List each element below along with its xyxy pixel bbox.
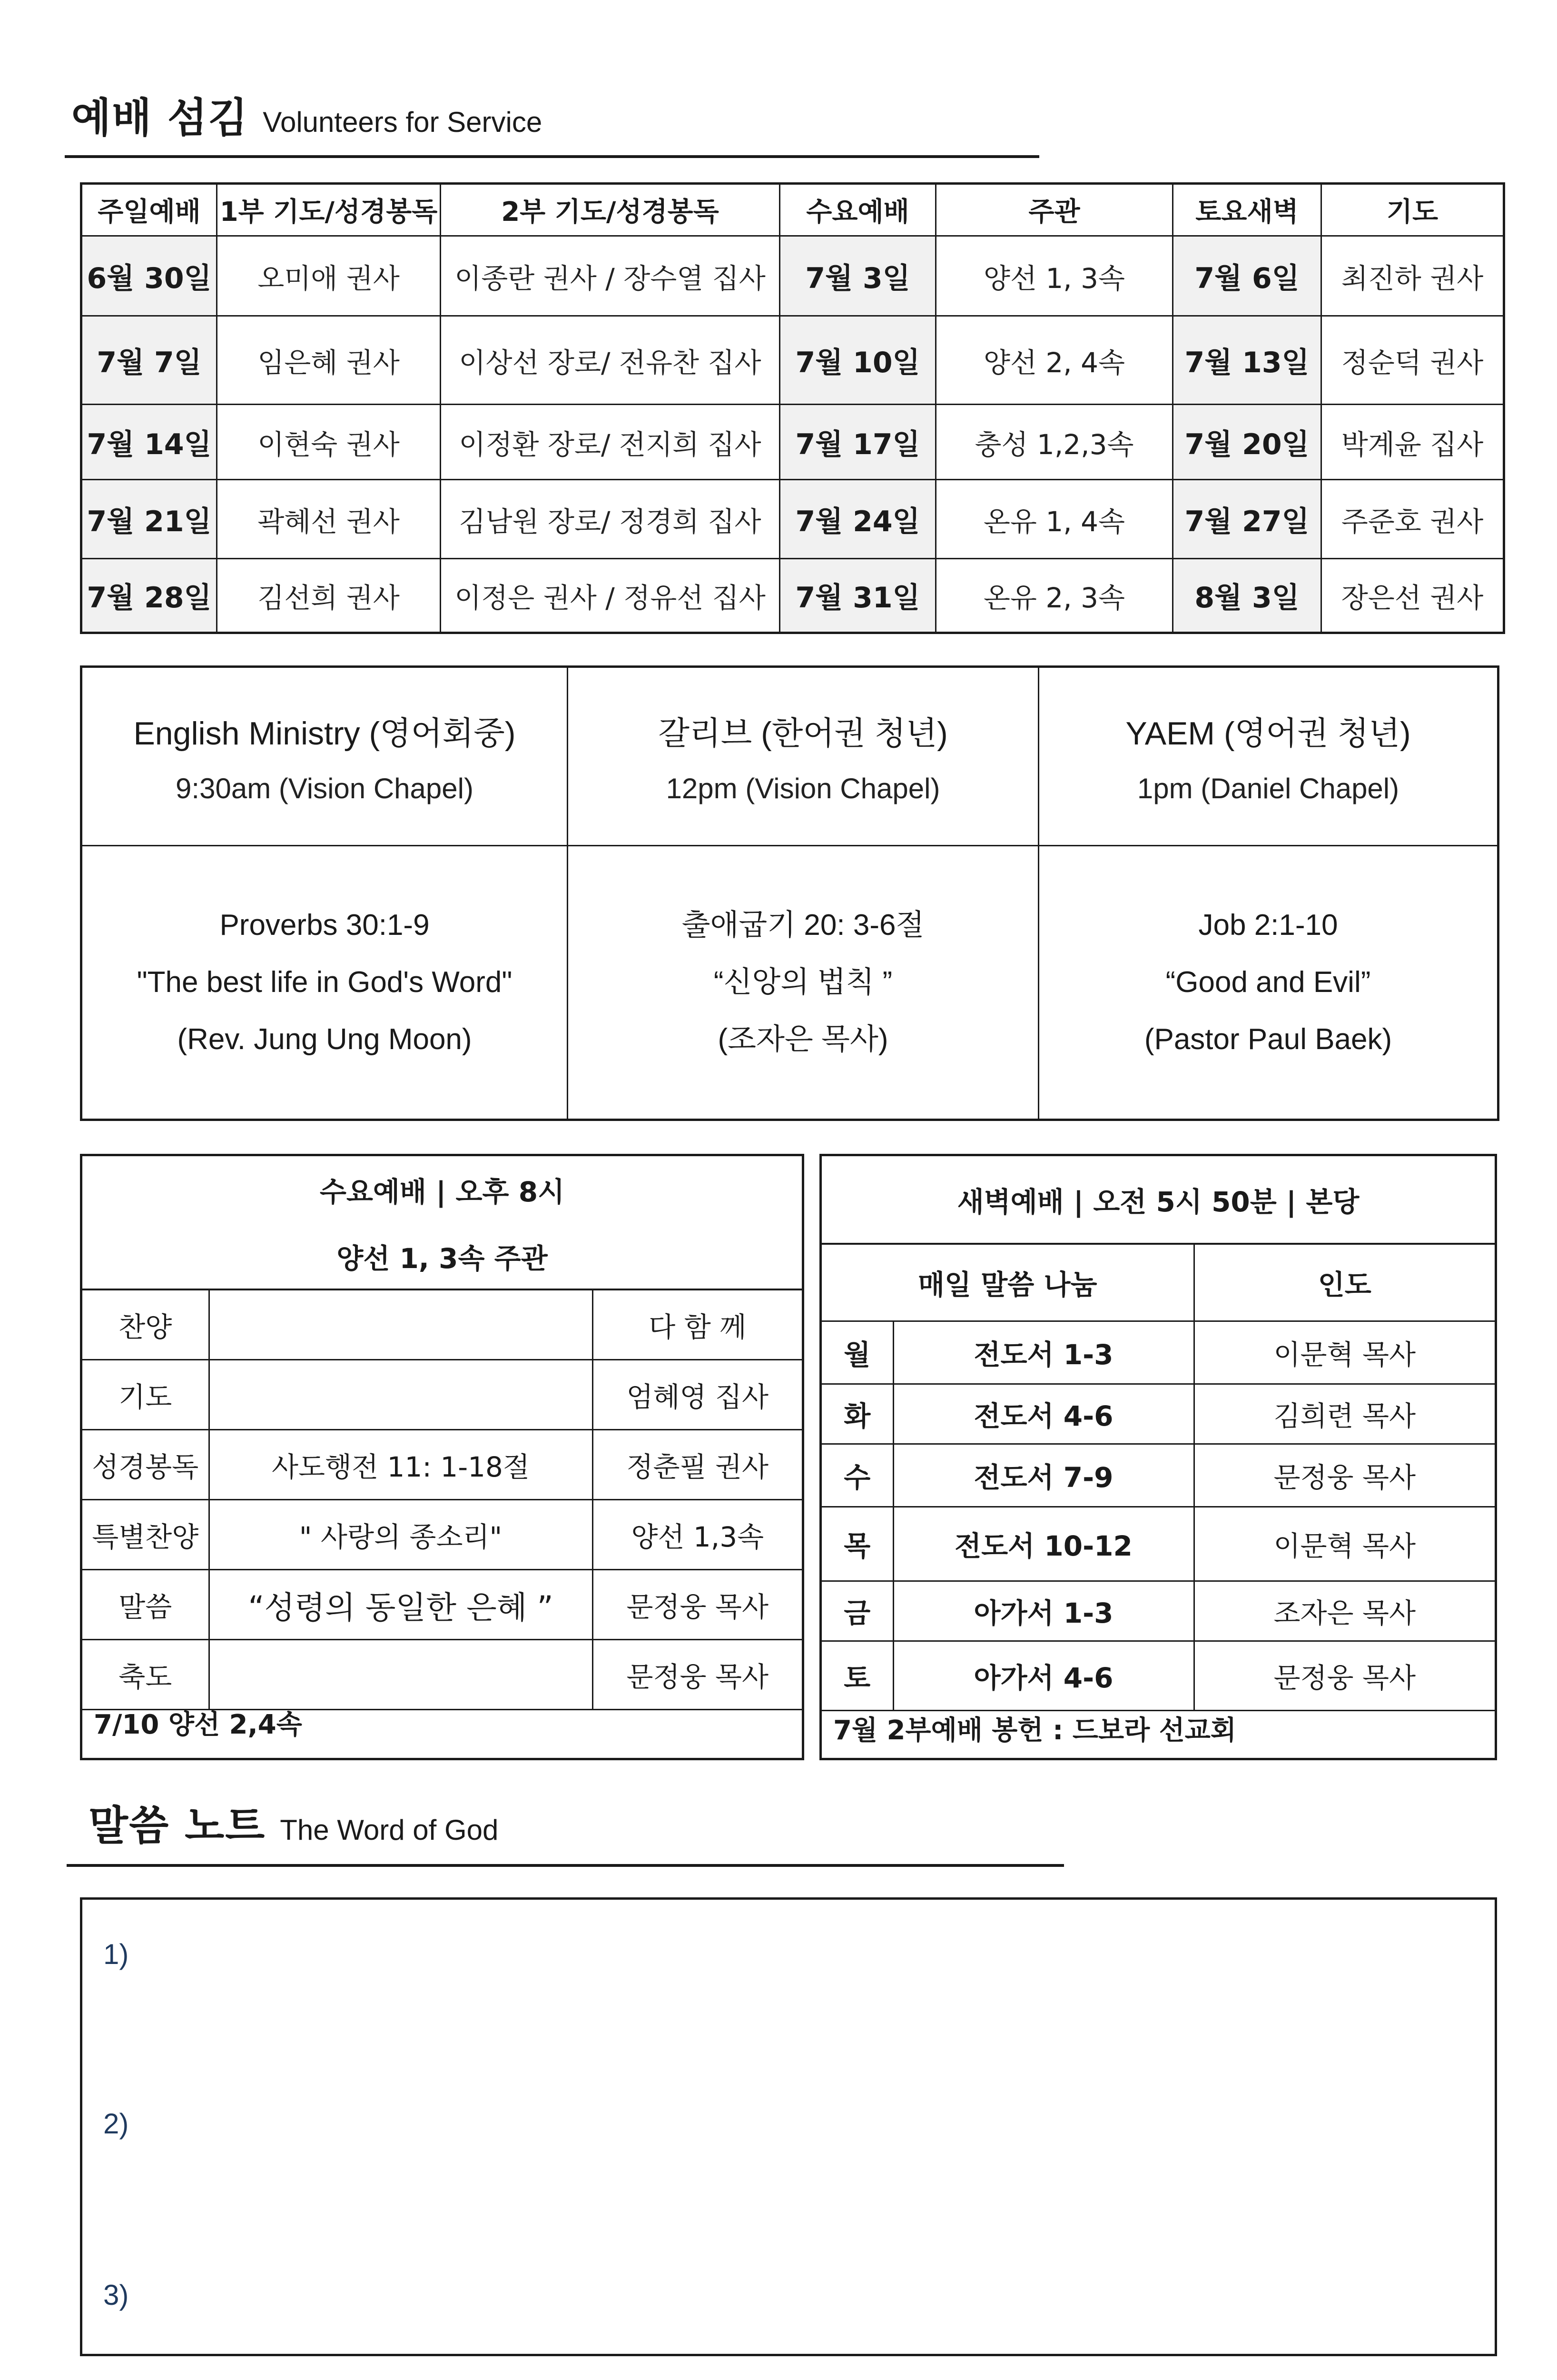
- prayer-volunteer: 정순덕 권사: [1321, 316, 1504, 405]
- notes-title-en: The Word of God: [280, 1814, 499, 1846]
- table-row: [82, 1640, 802, 1710]
- note-item-2: 2): [103, 2108, 129, 2140]
- prayer-volunteer: 장은선 권사: [1321, 559, 1504, 633]
- second-service-volunteers: 이정환 장로/ 전지희 집사: [441, 405, 780, 480]
- order-item: 특별찬양: [82, 1500, 209, 1570]
- wednesday-service-box: [80, 1154, 804, 1760]
- header-wednesday: 수요예배: [780, 184, 936, 236]
- volunteers-title-en: Volunteers for Service: [263, 106, 542, 138]
- table-row: [81, 559, 1504, 633]
- dawn-leader: 이문혁 목사: [1194, 1321, 1495, 1384]
- ministry-name: YAEM (영어권 청년): [1125, 715, 1411, 752]
- header-saturday-dawn: 토요새벽: [1173, 184, 1321, 236]
- table-row: [822, 1507, 1495, 1581]
- volunteers-heading: [71, 85, 542, 144]
- first-service-volunteer: 임은혜 권사: [217, 316, 441, 405]
- ministry-galeb: [568, 667, 1039, 846]
- sunday-date: 7월 7일: [81, 316, 217, 405]
- day-label: 목: [822, 1507, 893, 1581]
- sunday-date: 6월 30일: [81, 236, 217, 316]
- volunteers-title-ko: 예배 섬김: [71, 94, 249, 142]
- dawn-service-footer: 7월 2부예배 봉헌 : 드보라 선교회: [833, 1715, 1236, 1746]
- first-service-volunteer: 김선희 권사: [217, 559, 441, 633]
- order-leader: 문정웅 목사: [592, 1570, 802, 1640]
- order-item: 성경봉독: [82, 1430, 209, 1500]
- volunteers-table: [80, 182, 1505, 634]
- order-content: " 사랑의 종소리": [209, 1500, 592, 1570]
- day-label: 금: [822, 1581, 893, 1641]
- daily-passage: 아가서 4-6: [893, 1641, 1194, 1710]
- ministries-table: [80, 665, 1499, 1121]
- ministry-name: English Ministry (영어회중): [133, 715, 516, 752]
- dawn-leader: 이문혁 목사: [1194, 1507, 1495, 1581]
- order-content: [209, 1290, 592, 1360]
- saturday-date: 7월 27일: [1173, 480, 1321, 559]
- prayer-volunteer: 주준호 권사: [1321, 480, 1504, 559]
- host-group: 양선 1, 3속: [936, 236, 1173, 316]
- header-host: 주관: [936, 184, 1173, 236]
- order-item: 축도: [82, 1640, 209, 1710]
- sermon-title: “Good and Evil”: [1165, 966, 1371, 999]
- order-item: 찬양: [82, 1290, 209, 1360]
- first-service-volunteer: 곽혜선 권사: [217, 480, 441, 559]
- table-row: [82, 1570, 802, 1640]
- sunday-date: 7월 21일: [81, 480, 217, 559]
- table-row: [82, 1360, 802, 1430]
- daily-passage: 전도서 1-3: [893, 1321, 1194, 1384]
- table-row: [81, 405, 1504, 480]
- ministry-english: [81, 667, 568, 846]
- sermon-title: “신앙의 법칙 ”: [713, 966, 893, 999]
- sermon-preacher: (조자은 목사): [718, 1023, 888, 1056]
- first-service-volunteer: 오미애 권사: [217, 236, 441, 316]
- table-row: [82, 1290, 802, 1360]
- wednesday-date: 7월 3일: [780, 236, 936, 316]
- sermon-scripture: Job 2:1-10: [1198, 909, 1338, 942]
- ministry-yaem: [1039, 667, 1498, 846]
- note-item-1: 1): [103, 1938, 129, 1970]
- order-content: [209, 1360, 592, 1430]
- table-row: [81, 480, 1504, 559]
- daily-passage: 아가서 1-3: [893, 1581, 1194, 1641]
- saturday-date: 8월 3일: [1173, 559, 1321, 633]
- table-row: [81, 316, 1504, 405]
- host-group: 온유 2, 3속: [936, 559, 1173, 633]
- dawn-service-box: [819, 1154, 1497, 1760]
- ministry-time: 9:30am (Vision Chapel): [176, 773, 473, 804]
- ministries-sermon-row: [81, 846, 1498, 1120]
- header-daily-passage: 매일 말씀 나눔: [822, 1245, 1194, 1321]
- header-first-service: 1부 기도/성경봉독: [217, 184, 441, 236]
- first-service-volunteer: 이현숙 권사: [217, 405, 441, 480]
- order-item: 기도: [82, 1360, 209, 1430]
- second-service-volunteers: 이종란 권사 / 장수열 집사: [441, 236, 780, 316]
- daily-passage: 전도서 7-9: [893, 1444, 1194, 1507]
- sermon-scripture: Proverbs 30:1-9: [219, 909, 430, 942]
- wednesday-service-subtitle: 양선 1, 3속 주관: [336, 1242, 548, 1275]
- ministry-name: 갈리브 (한어권 청년): [658, 715, 948, 752]
- wednesday-date: 7월 31일: [780, 559, 936, 633]
- notes-box[interactable]: [80, 1897, 1497, 2356]
- dawn-header-row: [822, 1245, 1495, 1321]
- second-service-volunteers: 이상선 장로/ 전유찬 집사: [441, 316, 780, 405]
- notes-heading-rule: [67, 1864, 1064, 1867]
- table-row: [822, 1581, 1495, 1641]
- prayer-volunteer: 박계윤 집사: [1321, 405, 1504, 480]
- wednesday-order-table: [82, 1290, 802, 1710]
- dawn-leader: 김희련 목사: [1194, 1384, 1495, 1444]
- sermon-preacher: (Rev. Jung Ung Moon): [177, 1023, 472, 1056]
- sunday-date: 7월 14일: [81, 405, 217, 480]
- table-row: [822, 1384, 1495, 1444]
- wednesday-date: 7월 10일: [780, 316, 936, 405]
- wednesday-service-title: 수요예배 | 오후 8시: [319, 1176, 565, 1208]
- wednesday-service-footer: 7/10 양선 2,4속: [94, 1709, 302, 1740]
- sermon-title: "The best life in God's Word": [137, 966, 512, 999]
- day-label: 토: [822, 1641, 893, 1710]
- table-row: [81, 236, 1504, 316]
- order-leader: 다 함 께: [592, 1290, 802, 1360]
- order-content: 사도행전 11: 1-18절: [209, 1430, 592, 1500]
- daily-passage: 전도서 4-6: [893, 1384, 1194, 1444]
- order-leader: 정춘필 권사: [592, 1430, 802, 1500]
- host-group: 온유 1, 4속: [936, 480, 1173, 559]
- saturday-date: 7월 13일: [1173, 316, 1321, 405]
- table-row: [822, 1641, 1495, 1710]
- host-group: 충성 1,2,3속: [936, 405, 1173, 480]
- header-leader: 인도: [1194, 1245, 1495, 1321]
- order-leader: 양선 1,3속: [592, 1500, 802, 1570]
- volunteers-heading-rule: [65, 155, 1039, 158]
- ministries-header-row: [81, 667, 1498, 846]
- sunday-date: 7월 28일: [81, 559, 217, 633]
- sermon-english: [81, 846, 568, 1120]
- table-row: [82, 1500, 802, 1570]
- wednesday-date: 7월 24일: [780, 480, 936, 559]
- wednesday-date: 7월 17일: [780, 405, 936, 480]
- day-label: 수: [822, 1444, 893, 1507]
- order-content: [209, 1640, 592, 1710]
- ministry-time: 1pm (Daniel Chapel): [1137, 773, 1399, 804]
- dawn-schedule-table: [822, 1245, 1495, 1711]
- notes-heading: [89, 1793, 498, 1852]
- order-content: “성령의 동일한 은혜 ”: [209, 1570, 592, 1640]
- sermon-galeb: [568, 846, 1039, 1120]
- day-label: 화: [822, 1384, 893, 1444]
- sermon-preacher: (Pastor Paul Baek): [1144, 1023, 1392, 1056]
- saturday-date: 7월 6일: [1173, 236, 1321, 316]
- order-leader: 문정웅 목사: [592, 1640, 802, 1710]
- ministry-time: 12pm (Vision Chapel): [666, 773, 940, 804]
- order-item: 말씀: [82, 1570, 209, 1640]
- table-row: [82, 1430, 802, 1500]
- header-second-service: 2부 기도/성경봉독: [441, 184, 780, 236]
- order-leader: 엄혜영 집사: [592, 1360, 802, 1430]
- sermon-yaem: [1039, 846, 1498, 1120]
- day-label: 월: [822, 1321, 893, 1384]
- note-item-3: 3): [103, 2279, 129, 2311]
- header-sunday: 주일예배: [81, 184, 217, 236]
- host-group: 양선 2, 4속: [936, 316, 1173, 405]
- second-service-volunteers: 김남원 장로/ 정경희 집사: [441, 480, 780, 559]
- volunteers-header-row: [81, 184, 1504, 236]
- header-prayer: 기도: [1321, 184, 1504, 236]
- wednesday-service-header: [82, 1156, 802, 1290]
- dawn-leader: 문정웅 목사: [1194, 1641, 1495, 1710]
- dawn-leader: 조자은 목사: [1194, 1581, 1495, 1641]
- table-row: [822, 1321, 1495, 1384]
- second-service-volunteers: 이정은 권사 / 정유선 집사: [441, 559, 780, 633]
- dawn-leader: 문정웅 목사: [1194, 1444, 1495, 1507]
- saturday-date: 7월 20일: [1173, 405, 1321, 480]
- prayer-volunteer: 최진하 권사: [1321, 236, 1504, 316]
- dawn-service-title: 새벽예배 | 오전 5시 50분 | 본당: [822, 1156, 1495, 1245]
- notes-title-ko: 말씀 노트: [89, 1802, 266, 1850]
- daily-passage: 전도서 10-12: [893, 1507, 1194, 1581]
- table-row: [822, 1444, 1495, 1507]
- sermon-scripture: 출애굽기 20: 3-6절: [681, 909, 925, 942]
